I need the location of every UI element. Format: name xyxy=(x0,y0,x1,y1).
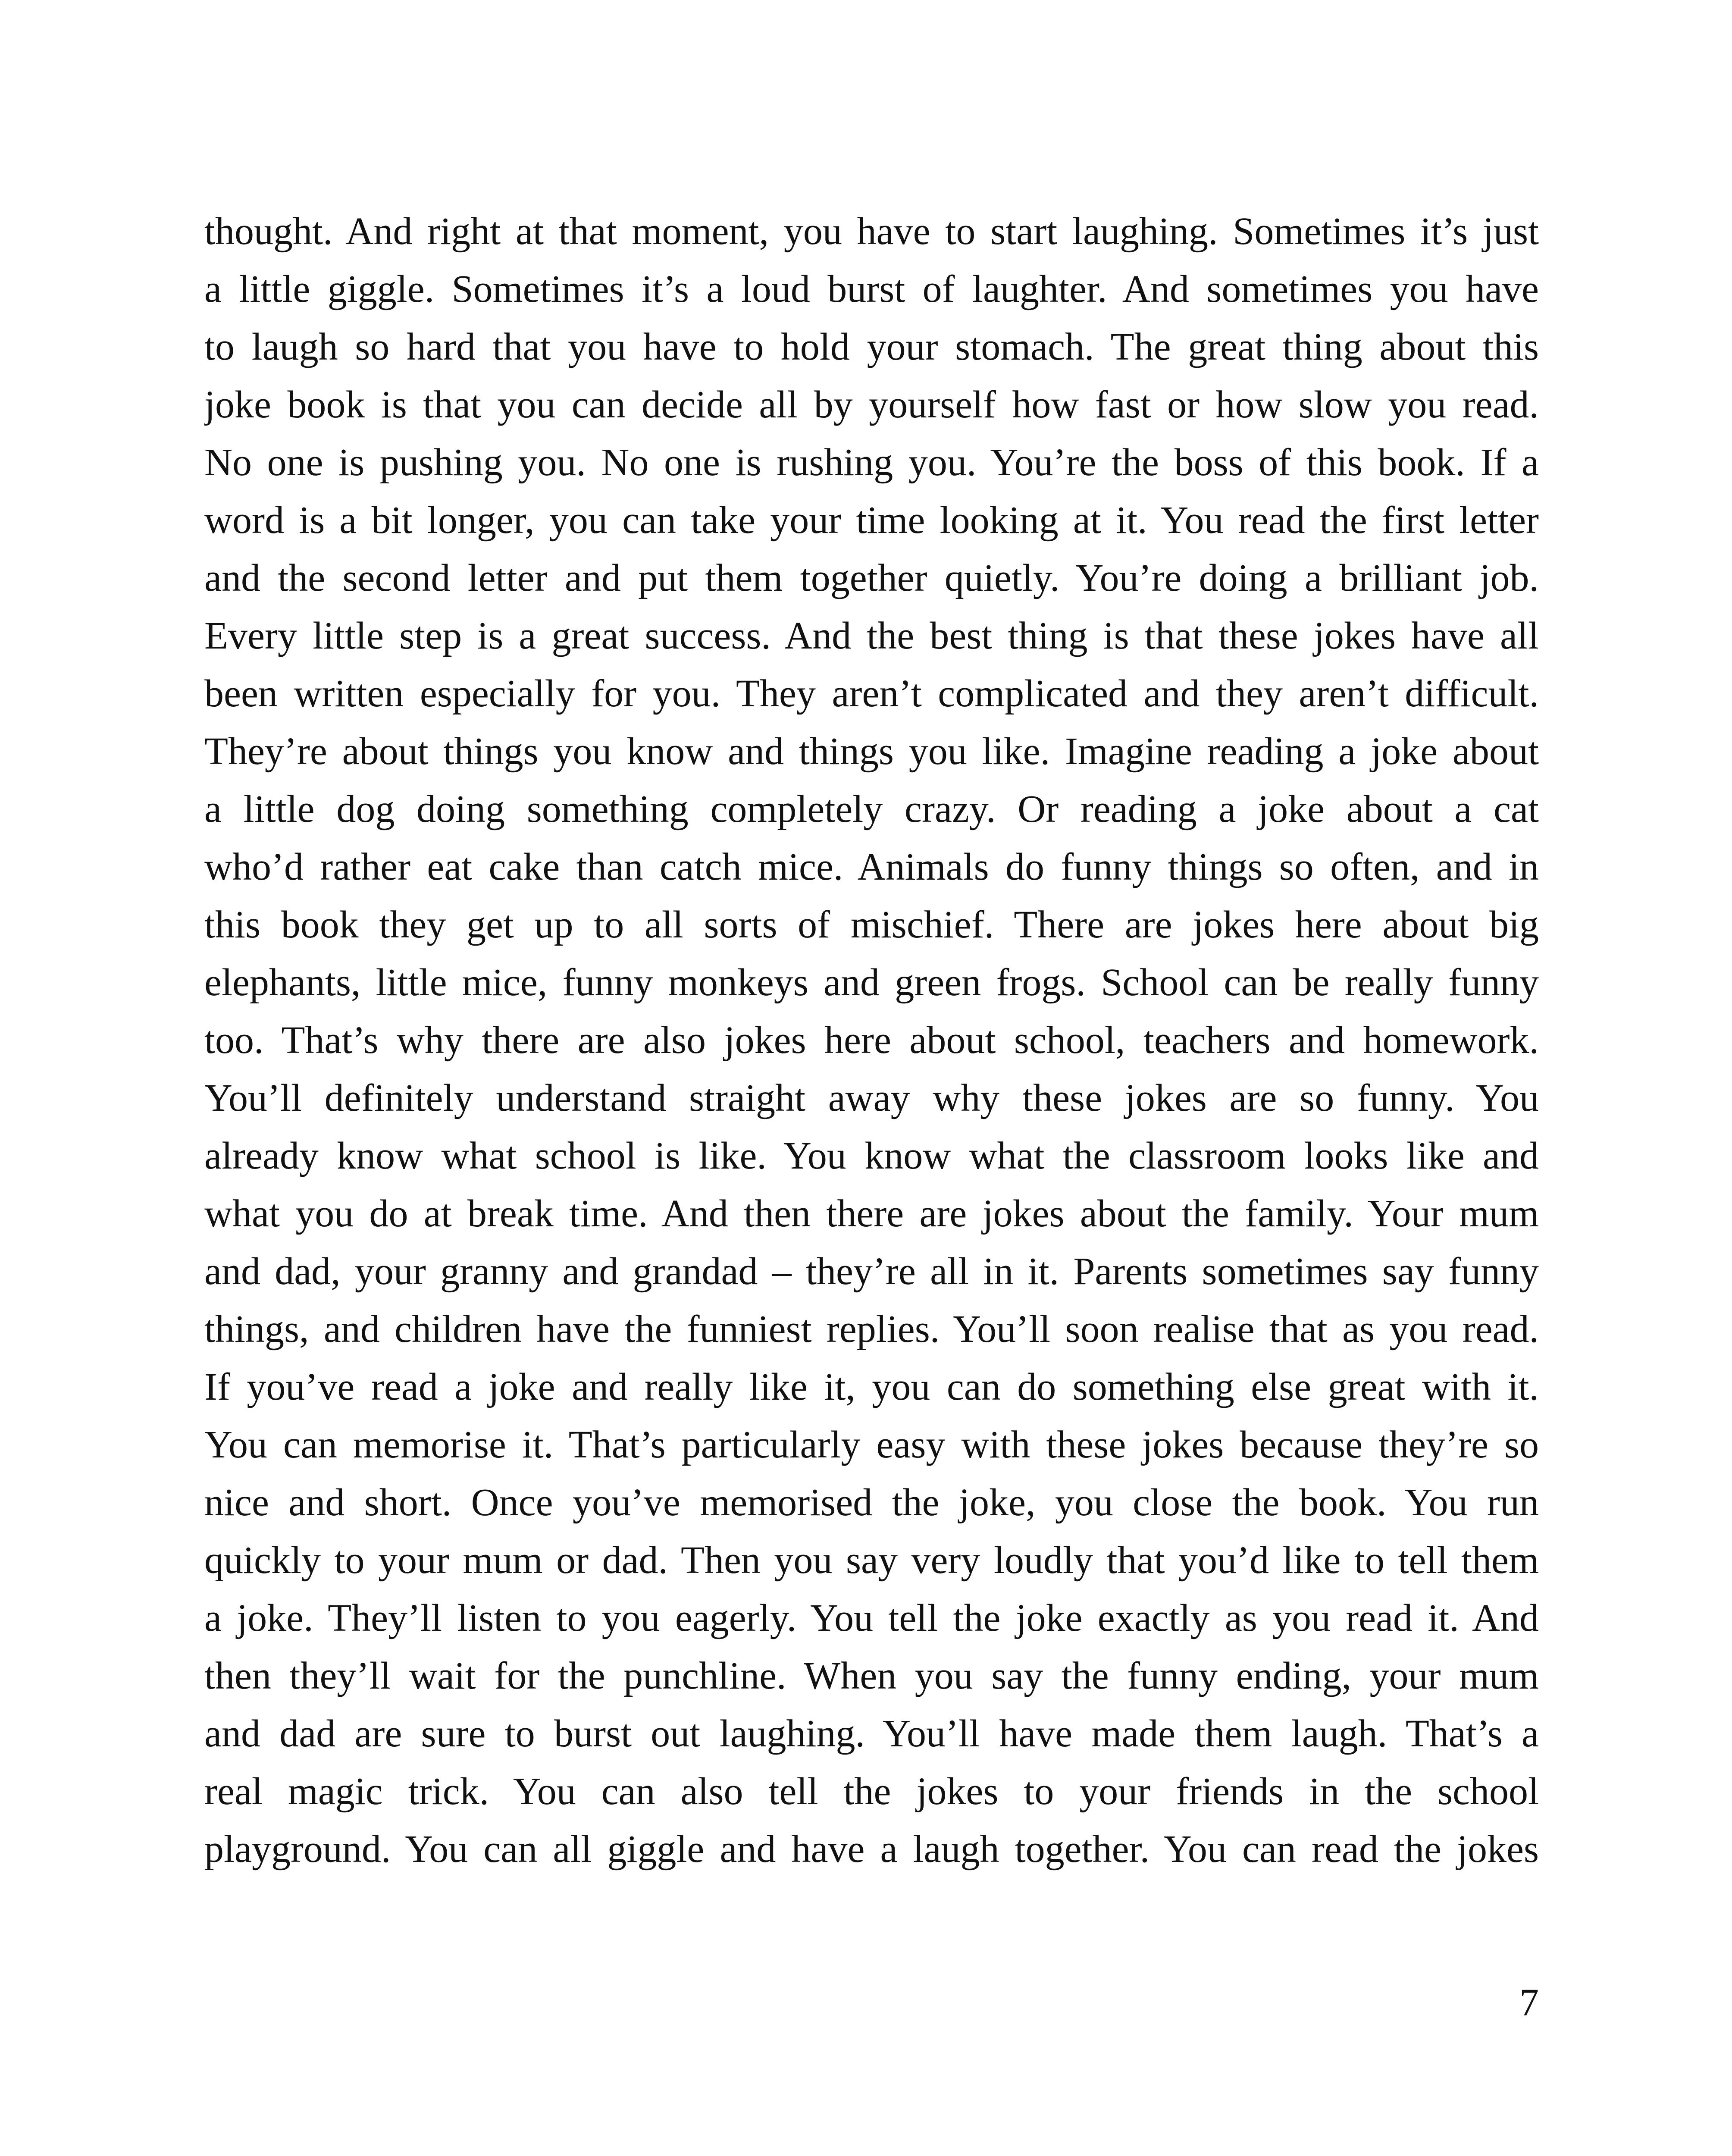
text-line: No one is pushing you. No one is rushing you. You’re the boss of this book. If a xyxy=(204,441,1539,484)
text-line: to laugh so hard that you have to hold your stomach. The great thing about this xyxy=(204,326,1539,368)
text-line: They’re about things you know and things you like. Imagine reading a joke about xyxy=(204,730,1539,773)
text-line: who’d rather eat cake than catch mice. Animals do funny things so often, and in xyxy=(204,846,1539,888)
text-line: a little giggle. Sometimes it’s a loud burst of laughter. And sometimes you have xyxy=(204,268,1539,310)
text-line: and the second letter and put them together quietly. You’re doing a brilliant job. xyxy=(204,557,1539,599)
text-line: already know what school is like. You know what the classroom looks like and xyxy=(204,1134,1539,1177)
text-line: word is a bit longer, you can take your time looking at it. You read the first letter xyxy=(204,499,1539,542)
text-line: then they’ll wait for the punchline. When you say the funny ending, your mum xyxy=(204,1655,1539,1697)
text-line: quickly to your mum or dad. Then you say very loudly that you’d like to tell them xyxy=(204,1539,1539,1582)
text-line: real magic trick. You can also tell the jokes to your friends in the school xyxy=(204,1770,1539,1813)
text-line: a little dog doing something completely crazy. Or reading a joke about a cat xyxy=(204,788,1539,830)
text-line: this book they get up to all sorts of mischief. There are jokes here about big xyxy=(204,903,1539,946)
text-line: a joke. They’ll listen to you eagerly. You tell the joke exactly as you read it. And xyxy=(204,1597,1539,1639)
text-line: things, and children have the funniest replies. You’ll soon realise that as you read. xyxy=(204,1308,1539,1351)
text-line: and dad, your granny and grandad – they’re all in it. Parents sometimes say funny xyxy=(204,1250,1539,1293)
text-line: If you’ve read a joke and really like it, you can do something else great with it. xyxy=(204,1366,1539,1408)
text-line: elephants, little mice, funny monkeys and green frogs. School can be really funny xyxy=(204,961,1539,1004)
text-line: too. That’s why there are also jokes here about school, teachers and homework. xyxy=(204,1019,1539,1062)
text-line: what you do at break time. And then there are jokes about the family. Your mum xyxy=(204,1192,1539,1235)
text-line: nice and short. Once you’ve memorised the joke, you close the book. You run xyxy=(204,1481,1539,1524)
text-line: been written especially for you. They aren’t complicated and they aren’t difficult. xyxy=(204,672,1539,715)
text-line: playground. You can all giggle and have a laugh together. You can read the jokes xyxy=(204,1828,1539,1871)
text-line: Every little step is a great success. And the best thing is that these jokes have all xyxy=(204,614,1539,657)
text-line: thought. And right at that moment, you have to start laughing. Sometimes it’s just xyxy=(204,210,1539,253)
text-line: joke book is that you can decide all by yourself how fast or how slow you read. xyxy=(204,383,1539,426)
page-number: 7 xyxy=(1519,1981,1539,2024)
text-line: and dad are sure to burst out laughing. You’ll have made them laugh. That’s a xyxy=(204,1712,1539,1755)
text-line: You’ll definitely understand straight away why these jokes are so funny. You xyxy=(204,1077,1539,1119)
body-text xyxy=(204,203,1539,1932)
text-line: You can memorise it. That’s particularly easy with these jokes because they’re so xyxy=(204,1423,1539,1466)
